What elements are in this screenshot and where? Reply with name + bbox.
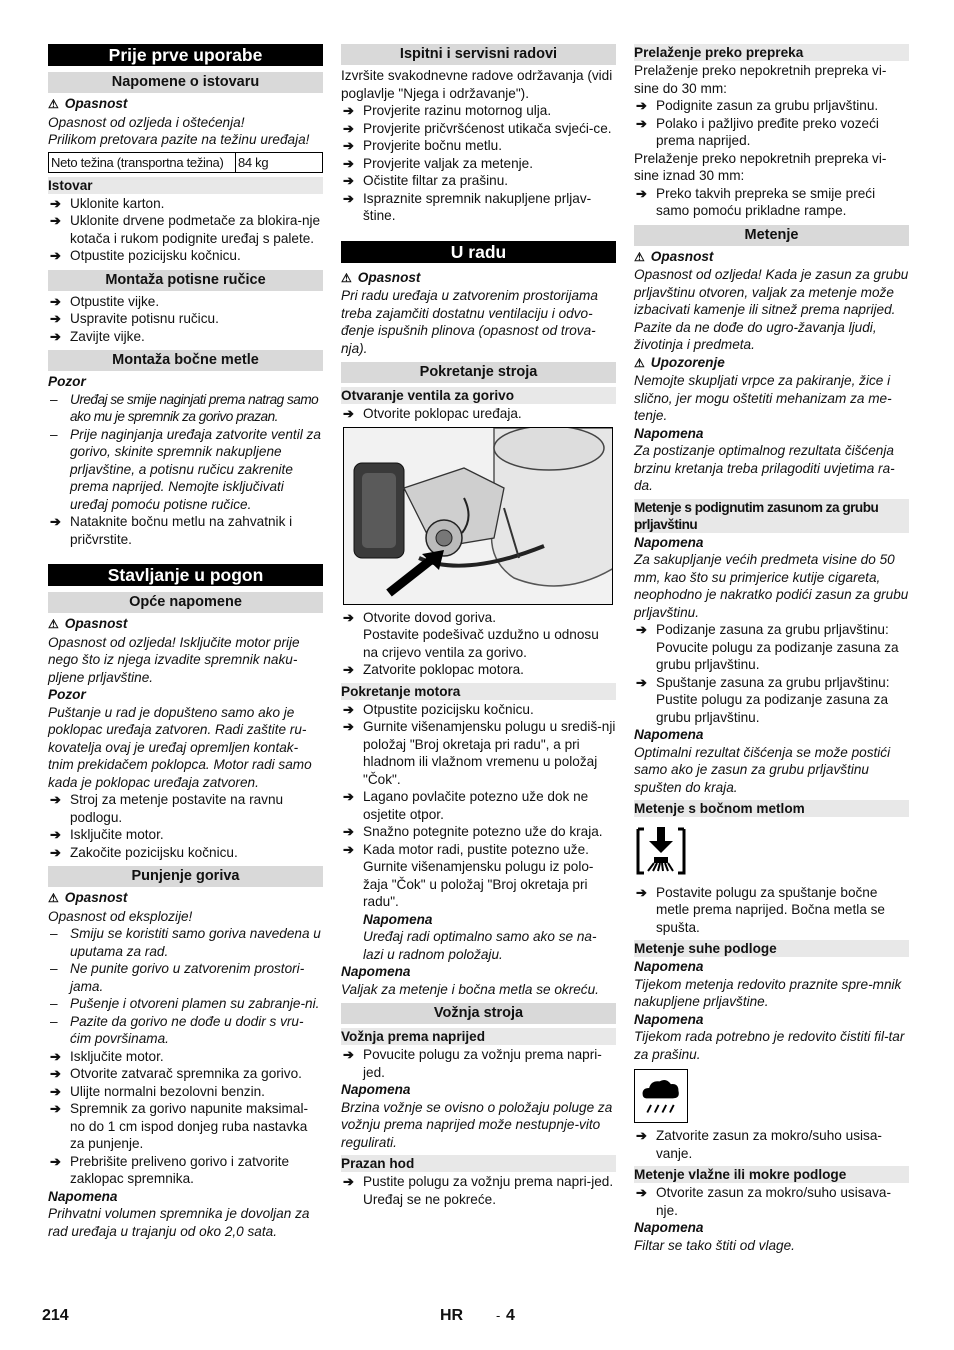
list-item: ➔ Ispraznite spremnik nakupljene prljav-štine. xyxy=(341,190,616,225)
rain-cloud-icon xyxy=(634,1069,688,1123)
list-item: – Ne punite gorivo u zatvorenim prostori-jama. xyxy=(48,960,323,995)
text: Tijekom metenja redovito praznite spre-mnik nakupljene prljavštine. xyxy=(634,976,902,1009)
subheading: Prazan hod xyxy=(341,1155,616,1172)
note-label: Napomena xyxy=(363,911,433,927)
subheading: Montaža potisne ručice xyxy=(48,270,323,291)
list-item: – Prije naginjanja uređaja zatvorite ventil za gorivo, skinite spremnik nakupljene prljavštine, a potisnu ručicu zakrenite prema naprijed. Nemojte isključivati uređaj pomoću potisne ručice. xyxy=(48,426,323,514)
note-label: Napomena xyxy=(634,959,704,974)
table-cell: Neto težina (transportna težina) xyxy=(49,152,236,172)
text: Opasnost od ozljeda! Isključite motor prije nego što iz njega izvadite spremnik naku-pljene prljavštine. xyxy=(48,634,300,685)
list-item: ➔ Prebrišite preliveno gorivo i zatvorite zaklopac spremnika. xyxy=(48,1153,323,1188)
subheading: Montaža bočne metle xyxy=(48,350,323,371)
text: Pustite polugu za podizanje zasuna za grubu prljavštinu. xyxy=(656,692,889,725)
list-item: ➔ Provjerite pričvršćenost utikača svjeći-ce. xyxy=(341,120,616,138)
subheading: Pokretanje stroja xyxy=(341,362,616,383)
column-3 xyxy=(634,44,909,1254)
warning-triangle-icon: ⚠ xyxy=(341,270,352,285)
subheading: Prelaženje preko prepreka xyxy=(634,44,909,61)
subheading: Metenje xyxy=(634,225,909,246)
list-item: ➔ Podizanje zasuna za grubu prljavštinu: xyxy=(634,621,909,639)
subheading: Pokretanje motora xyxy=(341,683,616,700)
subheading: Metenje s podignutim zasunom za grubu prljavštinu xyxy=(634,499,909,533)
fuel-valve-photo xyxy=(343,427,613,605)
list-item: ➔ Zatvorite zasun za mokro/suho usisa-vanje. xyxy=(634,1127,909,1162)
list-item: ➔ Otpustite vijke. xyxy=(48,293,323,311)
text: Povucite polugu za podizanje zasuna za grubu prljavštinu. xyxy=(656,639,899,672)
note-label: Napomena xyxy=(48,1188,118,1204)
list-item: ➔ Provjerite valjak za metenje. xyxy=(341,155,616,173)
text: Optimalni rezultat čišćenja se može postići samo ako je zasun za grubu prljavštinu spušten do kraja. xyxy=(634,744,891,795)
text: Opasnost od ozljeda! Kada je zasun za grubu prljavštinu otvoren, valjak za metenje može izbacivati kamenje ili sitnež prema naprijed. Pazite da ne dođe do ugro-žavanja ljudi, životinja i predmeta. xyxy=(634,267,909,352)
list-item: ➔ Zakočite pozicijsku kočnicu. xyxy=(48,844,323,862)
list-item: ➔ Uspravite potisnu ručicu. xyxy=(48,310,323,328)
list-item: ➔ Preko takvih prepreka se smije preći samo pomoću prikladne rampe. xyxy=(634,185,909,220)
text: Valjak za metenje i bočna metla se okreću. xyxy=(341,981,599,997)
warning-triangle-icon: ⚠ xyxy=(48,617,59,631)
list-item: ➔ Otpustite pozicijsku kočnicu. xyxy=(48,247,323,265)
warning-label: ⚠ Opasnost xyxy=(48,890,128,905)
list-item: ➔ Zatvorite poklopac motora. xyxy=(341,661,616,679)
subheading: Ispitni i servisni radovi xyxy=(341,44,616,65)
section-heading: Stavljanje u pogon xyxy=(48,564,323,586)
text: Opasnost od eksplozije! xyxy=(48,908,193,924)
list-item: ➔ Pustite polugu za vožnju prema napri-jed. Uređaj se ne pokreće. xyxy=(341,1173,616,1208)
subheading: Otvaranje ventila za gorivo xyxy=(341,387,616,404)
text: Nemojte skupljati vrpce za pakiranje, žice i slično, jer mogu oštetiti mehanizam za me-tenje. xyxy=(634,373,892,423)
warning-triangle-icon: ⚠ xyxy=(48,891,59,905)
subheading: Vožnja stroja xyxy=(341,1003,616,1024)
warning-label: ⚠ Opasnost xyxy=(634,248,714,264)
warning-triangle-icon: ⚠ xyxy=(634,355,645,370)
column-2 xyxy=(341,44,616,1208)
text: Izvršite svakodnevne radove održavanja (vidi poglavlje "Njega i održavanje"). xyxy=(341,68,613,101)
list-item: ➔ Snažno potegnite potezno uže do kraja. xyxy=(341,823,616,841)
section-heading: Prije prve uporabe xyxy=(48,44,323,66)
subheading: Opće napomene xyxy=(48,592,323,613)
list-item: ➔ Podignite zasun za grubu prljavštinu. xyxy=(634,97,909,115)
warning-triangle-icon: ⚠ xyxy=(48,97,59,111)
list-item: ➔ Uklonite drvene podmetače za blokira-nje kotača i rukom podignite uređaj s palete. xyxy=(48,212,323,247)
warning-triangle-icon: ⚠ xyxy=(634,249,645,264)
list-item: ➔ Polako i pažljivo pređite preko vozeći prema naprijed. xyxy=(634,115,909,150)
note-label: Napomena xyxy=(341,1082,411,1097)
text: Za postizanje optimalnog rezultata čišćenja brzinu kretanja treba prilagoditi uvjetima ra-da. xyxy=(634,443,895,493)
section-page: 4 xyxy=(506,1307,515,1324)
list-item: ➔ Otvorite poklopac uređaja. xyxy=(341,405,616,423)
subheading: Metenje vlažne ili mokre podloge xyxy=(634,1166,909,1183)
weight-table xyxy=(48,152,323,173)
text: Filtar se tako štiti od vlage. xyxy=(634,1237,795,1253)
list-item: – Smiju se koristiti samo goriva navedena u uputama za rad. xyxy=(48,925,323,960)
text: Postavite podešivač uzdužno u odnosu na crijevo ventila za gorivo. xyxy=(363,627,599,660)
warning-label: ⚠ Opasnost xyxy=(48,96,128,111)
subheading: Metenje suhe podloge xyxy=(634,940,909,957)
text: Prelaženje preko nepokretnih prepreka vi-sine iznad 30 mm: xyxy=(634,150,887,183)
list-item: – Pušenje i otvoreni plamen su zabranje-ni. xyxy=(48,995,323,1013)
note-label: Napomena xyxy=(634,534,704,550)
text: Brzina vožnje se ovisno o položaju poluge za vožnju prema naprijed može nestupnje-vito regulirati. xyxy=(341,1099,613,1150)
list-item: ➔ Provjerite razinu motornog ulja. xyxy=(341,102,616,120)
engine-illustration xyxy=(344,428,613,605)
table-cell: 84 kg xyxy=(236,152,323,172)
text: Prihvatni volumen spremnika je dovoljan za rad uređaja u trajanju od oko 2,0 sata. xyxy=(48,1206,310,1239)
list-item: ➔ Lagano povlačite potezno uže dok ne osjetite otpor. xyxy=(341,788,616,823)
subheading: Vožnja prema naprijed xyxy=(341,1028,616,1045)
section-heading: U radu xyxy=(341,241,616,263)
note-label: Napomena xyxy=(634,1011,704,1027)
list-item: ➔ Očistite filtar za prašinu. xyxy=(341,172,616,190)
list-item: ➔ Zavijte vijke. xyxy=(48,328,323,346)
list-item: ➔ Provjerite bočnu metlu. xyxy=(341,137,616,155)
warning-label: ⚠ Opasnost xyxy=(48,616,128,631)
list-item: ➔ Povucite polugu za vožnju prema napri-jed. xyxy=(341,1046,616,1081)
caution-label: Pozor xyxy=(48,374,86,389)
text: Uređaj radi optimalno samo ako se na-lazi u radnom položaju. xyxy=(363,929,597,962)
list-item: ➔ Stroj za metenje postavite na ravnu podlogu. xyxy=(48,791,323,826)
text: Za sakupljanje većih predmeta visine do 50 mm, kao što su primjerice kutije cigareta, neophodno je nakratko podići zasun za grubu prljavštinu. xyxy=(634,552,909,620)
list-item: ➔ Isključite motor. xyxy=(48,826,323,844)
list-item: ➔ Uklonite karton. xyxy=(48,195,323,213)
note-label: Napomena xyxy=(341,964,411,979)
list-item: ➔ Otvorite dovod goriva. xyxy=(341,609,616,627)
subheading: Napomene o istovaru xyxy=(48,72,323,93)
text: Prilikom pretovara pazite na težinu uređaja! xyxy=(48,132,310,147)
list-item: ➔ Spremnik za gorivo napunite maksimal-no do 1 cm ispod donjeg ruba nastavka za punjenje. xyxy=(48,1100,323,1153)
warning-label: ⚠ Opasnost xyxy=(341,269,421,285)
separator: - xyxy=(496,1308,501,1323)
list-item: ➔ Ulijte normalni bezolovni benzin. xyxy=(48,1083,323,1101)
note-label: Napomena xyxy=(634,727,704,742)
list-item: ➔ Kada motor radi, pustite potezno uže. Gurnite višenamjensku polugu iz polo-žaja "Čok" u položaj "Broj okretaja pri radu". xyxy=(341,841,616,911)
text: Pri radu uređaja u zatvorenim prostorijama treba zajamčiti dostatnu ventilaciju i odvo-đenje ispušnih plinova (opasnost od trova-nja). xyxy=(341,288,598,356)
subheading: Metenje s bočnom metlom xyxy=(634,800,909,817)
text: Tijekom rada potrebno je redovito čistiti fil-tar za prašinu. xyxy=(634,1029,905,1062)
list-item: ➔ Otpustite pozicijsku kočnicu. xyxy=(341,701,616,719)
side-brush-lower-icon xyxy=(634,823,909,882)
subheading: Punjenje goriva xyxy=(48,866,323,887)
column-1 xyxy=(48,44,323,1240)
list-item: ➔ Nataknite bočnu metlu na zahvatnik i pričvrstite. xyxy=(48,513,323,548)
list-item: – Uređaj se smije naginjati prema natrag samo ako mu je spremnik za gorivo prazan. xyxy=(48,391,323,426)
list-item: ➔ Postavite polugu za spuštanje bočne metle prema naprijed. Bočna metla se spušta. xyxy=(634,884,909,937)
list-item: ➔ Otvorite zatvarač spremnika za gorivo. xyxy=(48,1065,323,1083)
list-item: ➔ Isključite motor. xyxy=(48,1048,323,1066)
page-number: 214 xyxy=(42,1307,69,1324)
text: Opasnost od ozljeda i oštećenja! xyxy=(48,114,245,130)
text: Puštanje u rad je dopušteno samo ako je poklopac uređaja zatvoren. Radi zaštite ru-kovatelja ovaj je uređaj opremljen kontak-tnim prekidačem poklopca. Motor radi samo kada je poklopac uređaja zatvoren. xyxy=(48,704,312,790)
note-label: Napomena xyxy=(634,425,704,441)
subheading: Istovar xyxy=(48,177,323,194)
list-item: ➔ Spuštanje zasuna za grubu prljavštinu: xyxy=(634,674,909,692)
note-label: Napomena xyxy=(634,1220,704,1235)
list-item: ➔ Otvorite zasun za mokro/suho usisava-nje. xyxy=(634,1184,909,1219)
language-code: HR xyxy=(440,1307,464,1324)
list-item: ➔ Gurnite višenamjensku polugu u središ-nji položaj "Broj okretaja pri radu", a pri hladnom ili vlažnom vremenu u položaj "Čok". xyxy=(341,718,616,788)
list-item: – Pazite da gorivo ne dođe u dodir s vru-ćim površinama. xyxy=(48,1013,323,1048)
text: Prelaženje preko nepokretnih prepreka vi-sine do 30 mm: xyxy=(634,63,887,96)
warning-label: ⚠ Upozorenje xyxy=(634,354,725,370)
caution-label: Pozor xyxy=(48,687,86,702)
